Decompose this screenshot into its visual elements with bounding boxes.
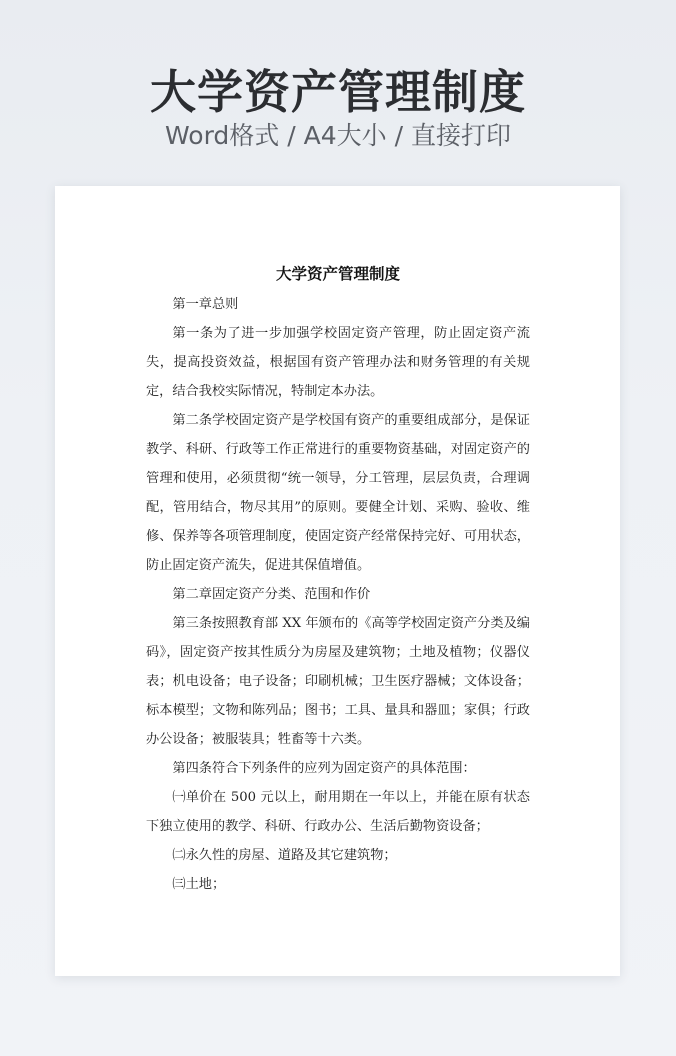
list-item-paragraph: ㈢土地；: [172, 877, 226, 892]
document-body: [146, 266, 530, 899]
list-item-paragraph: ㈠单价在 500 元以上，耐用期在一年以上，并能在原有状态下独立使用的教学、科研、行政办公、生活后勤物资设备；: [146, 790, 530, 834]
chapter-heading: 第一章总则: [172, 297, 239, 312]
banner-subtitle: Word格式 / A4大小 / 直接打印: [165, 121, 511, 150]
article-paragraph: 第三条按照教育部 XX 年颁布的《高等学校固定资产分类及编码》，固定资产按其性质分为房屋及建筑物；土地及植物；仪器仪表；机电设备；电子设备；印刷机械；卫生医疗器械；文体设备；标本模型；文物和陈列品；图书；工具、量具和器皿；家俱；行政办公设备；被服装具；牲畜等十六类。: [146, 616, 530, 747]
article-paragraph: 第四条符合下列条件的应列为固定资产的具体范围：: [172, 761, 476, 776]
chapter-heading: 第二章固定资产分类、范围和作价: [172, 587, 371, 602]
article-paragraph: 第一条为了进一步加强学校固定资产管理，防止固定资产流失，提高投资效益，根据国有资产管理办法和财务管理的有关规定，结合我校实际情况，特制定本办法。: [146, 326, 530, 399]
document-title: 大学资产管理制度: [275, 265, 400, 283]
article-paragraph: 第二条学校固定资产是学校国有资产的重要组成部分，是保证教学、科研、行政等工作正常进行的重要物资基础，对固定资产的管理和使用，必须贯彻“统一领导，分工管理，层层负责，合理调配，管用结合，物尽其用”的原则。要健全计划、采购、验收、维修、保养等各项管理制度，使固定资产经常保持完好、可用状态，防止固定资产流失，促进其保值增值。: [146, 413, 530, 573]
list-item-paragraph: ㈡永久性的房屋、道路及其它建筑物；: [172, 848, 397, 863]
banner-title: 大学资产管理制度: [150, 65, 526, 119]
document-page: [55, 186, 620, 976]
